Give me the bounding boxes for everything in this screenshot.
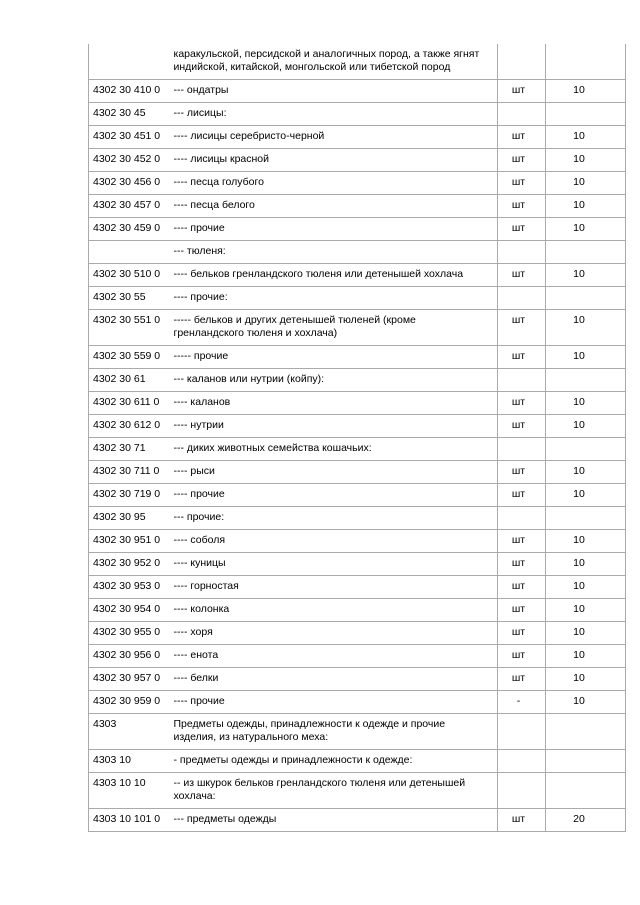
row-unit: шт — [498, 80, 546, 103]
table-row — [89, 264, 626, 287]
table-row — [89, 287, 626, 310]
table-row — [89, 218, 626, 241]
table-row — [89, 241, 626, 264]
row-description: ---- песца голубого — [169, 172, 498, 195]
row-description: ---- хоря — [169, 622, 498, 645]
row-code: 4302 30 451 0 — [89, 126, 169, 149]
row-unit — [498, 714, 546, 750]
row-code: 4302 30 45 — [89, 103, 169, 126]
table-row — [89, 622, 626, 645]
table-row — [89, 773, 626, 809]
row-unit: шт — [498, 668, 546, 691]
row-code: 4302 30 456 0 — [89, 172, 169, 195]
table-row — [89, 126, 626, 149]
tariff-table — [88, 44, 626, 832]
table-row — [89, 553, 626, 576]
row-rate: 10 — [546, 691, 626, 714]
row-rate: 10 — [546, 576, 626, 599]
row-unit — [498, 773, 546, 809]
row-description: Предметы одежды, принадлежности к одежде и прочие изделия, из натурального меха: — [169, 714, 498, 750]
row-code: 4302 30 955 0 — [89, 622, 169, 645]
row-description: --- предметы одежды — [169, 809, 498, 832]
row-unit: шт — [498, 415, 546, 438]
table-row — [89, 346, 626, 369]
row-description: - предметы одежды и принадлежности к одежде: — [169, 750, 498, 773]
row-rate — [546, 507, 626, 530]
row-unit — [498, 438, 546, 461]
table-row — [89, 461, 626, 484]
row-rate — [546, 369, 626, 392]
table-row — [89, 438, 626, 461]
row-code: 4302 30 956 0 — [89, 645, 169, 668]
row-code: 4302 30 953 0 — [89, 576, 169, 599]
row-description: ---- прочие — [169, 218, 498, 241]
row-unit: шт — [498, 310, 546, 346]
row-unit: шт — [498, 599, 546, 622]
row-code: 4302 30 959 0 — [89, 691, 169, 714]
row-unit — [498, 750, 546, 773]
row-description: ---- лисицы серебристо-черной — [169, 126, 498, 149]
row-rate: 10 — [546, 126, 626, 149]
row-description: --- лисицы: — [169, 103, 498, 126]
row-unit: шт — [498, 392, 546, 415]
row-description: ---- енота — [169, 645, 498, 668]
row-description: --- каланов или нутрии (койпу): — [169, 369, 498, 392]
row-code: 4302 30 711 0 — [89, 461, 169, 484]
row-unit: шт — [498, 484, 546, 507]
row-description: ---- куницы — [169, 553, 498, 576]
row-description: ---- рыси — [169, 461, 498, 484]
table-row — [89, 809, 626, 832]
row-code: 4302 30 719 0 — [89, 484, 169, 507]
row-description: ---- лисицы красной — [169, 149, 498, 172]
row-rate: 10 — [546, 668, 626, 691]
row-code: 4302 30 611 0 — [89, 392, 169, 415]
table-row — [89, 310, 626, 346]
row-description: --- ондатры — [169, 80, 498, 103]
table-row — [89, 392, 626, 415]
table-row — [89, 576, 626, 599]
row-rate: 10 — [546, 461, 626, 484]
row-rate: 10 — [546, 392, 626, 415]
row-rate: 10 — [546, 415, 626, 438]
row-unit: шт — [498, 553, 546, 576]
row-unit: шт — [498, 264, 546, 287]
row-code: 4302 30 952 0 — [89, 553, 169, 576]
row-rate — [546, 103, 626, 126]
row-unit — [498, 103, 546, 126]
row-code: 4302 30 71 — [89, 438, 169, 461]
row-description: ---- белки — [169, 668, 498, 691]
table-row — [89, 484, 626, 507]
row-rate: 10 — [546, 172, 626, 195]
row-code: 4303 10 10 — [89, 773, 169, 809]
row-description: ---- колонка — [169, 599, 498, 622]
row-rate: 10 — [546, 599, 626, 622]
row-description: --- диких животных семейства кошачьих: — [169, 438, 498, 461]
row-unit — [498, 507, 546, 530]
row-unit: шт — [498, 576, 546, 599]
row-code: 4303 — [89, 714, 169, 750]
row-rate: 10 — [546, 530, 626, 553]
row-unit: шт — [498, 218, 546, 241]
row-unit: шт — [498, 530, 546, 553]
row-rate: 10 — [546, 553, 626, 576]
row-code: 4302 30 410 0 — [89, 80, 169, 103]
row-description: ---- нутрии — [169, 415, 498, 438]
table-row — [89, 195, 626, 218]
row-unit — [498, 287, 546, 310]
row-code: 4302 30 457 0 — [89, 195, 169, 218]
table-row — [89, 149, 626, 172]
row-rate: 10 — [546, 218, 626, 241]
row-rate: 10 — [546, 346, 626, 369]
row-description: --- тюленя: — [169, 241, 498, 264]
row-rate: 10 — [546, 149, 626, 172]
row-code: 4302 30 61 — [89, 369, 169, 392]
row-code: 4302 30 459 0 — [89, 218, 169, 241]
row-unit: шт — [498, 645, 546, 668]
table-row — [89, 415, 626, 438]
row-code: 4302 30 559 0 — [89, 346, 169, 369]
row-unit — [498, 44, 546, 80]
row-rate — [546, 44, 626, 80]
row-rate — [546, 714, 626, 750]
row-description: каракульской, персидской и аналогичных пород, а также ягнят индийской, китайской, монгольской или тибетской пород — [169, 44, 498, 80]
row-code: 4302 30 55 — [89, 287, 169, 310]
row-unit: шт — [498, 461, 546, 484]
row-code: 4302 30 957 0 — [89, 668, 169, 691]
row-rate — [546, 773, 626, 809]
row-rate: 20 — [546, 809, 626, 832]
table-row — [89, 645, 626, 668]
row-description: -- из шкурок бельков гренландского тюленя или детенышей хохлача: — [169, 773, 498, 809]
row-description: ----- бельков и других детенышей тюленей (кроме гренландского тюленя и хохлача) — [169, 310, 498, 346]
row-rate: 10 — [546, 264, 626, 287]
row-code — [89, 44, 169, 80]
row-description: ---- бельков гренландского тюленя или детенышей хохлача — [169, 264, 498, 287]
table-row — [89, 80, 626, 103]
row-unit: шт — [498, 126, 546, 149]
row-code: 4303 10 101 0 — [89, 809, 169, 832]
table-row — [89, 44, 626, 80]
row-description: ---- прочие — [169, 484, 498, 507]
row-rate: 10 — [546, 622, 626, 645]
row-unit: шт — [498, 149, 546, 172]
row-rate — [546, 750, 626, 773]
row-description: ----- прочие — [169, 346, 498, 369]
row-description: ---- каланов — [169, 392, 498, 415]
row-description: ---- прочие — [169, 691, 498, 714]
table-row — [89, 172, 626, 195]
row-code: 4302 30 951 0 — [89, 530, 169, 553]
row-code: 4302 30 551 0 — [89, 310, 169, 346]
row-code: 4302 30 510 0 — [89, 264, 169, 287]
table-row — [89, 668, 626, 691]
row-code — [89, 241, 169, 264]
row-rate — [546, 287, 626, 310]
row-rate — [546, 438, 626, 461]
table-row — [89, 369, 626, 392]
table-row — [89, 507, 626, 530]
row-unit: - — [498, 691, 546, 714]
row-rate: 10 — [546, 195, 626, 218]
row-code: 4303 10 — [89, 750, 169, 773]
row-unit — [498, 241, 546, 264]
table-row — [89, 103, 626, 126]
row-code: 4302 30 452 0 — [89, 149, 169, 172]
row-rate: 10 — [546, 80, 626, 103]
table-row — [89, 599, 626, 622]
row-unit: шт — [498, 195, 546, 218]
row-description: --- прочие: — [169, 507, 498, 530]
row-description: ---- соболя — [169, 530, 498, 553]
row-rate: 10 — [546, 645, 626, 668]
row-unit: шт — [498, 172, 546, 195]
table-row — [89, 714, 626, 750]
row-code: 4302 30 612 0 — [89, 415, 169, 438]
table-row — [89, 691, 626, 714]
row-description: ---- прочие: — [169, 287, 498, 310]
row-unit — [498, 369, 546, 392]
row-rate — [546, 241, 626, 264]
row-rate: 10 — [546, 310, 626, 346]
row-unit: шт — [498, 346, 546, 369]
table-row — [89, 750, 626, 773]
row-description: ---- песца белого — [169, 195, 498, 218]
row-unit: шт — [498, 622, 546, 645]
row-description: ---- горностая — [169, 576, 498, 599]
row-rate: 10 — [546, 484, 626, 507]
row-code: 4302 30 954 0 — [89, 599, 169, 622]
tariff-table-body — [89, 44, 626, 832]
table-row — [89, 530, 626, 553]
row-code: 4302 30 95 — [89, 507, 169, 530]
row-unit: шт — [498, 809, 546, 832]
